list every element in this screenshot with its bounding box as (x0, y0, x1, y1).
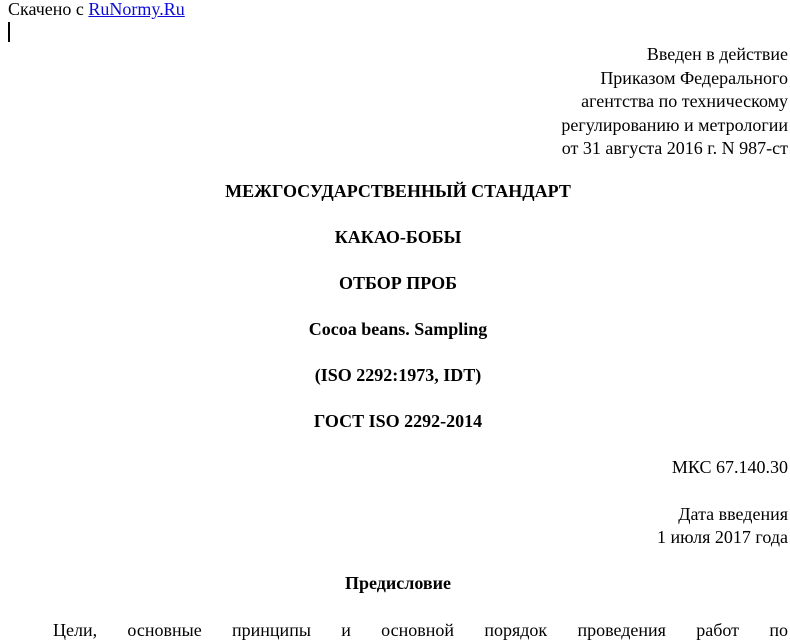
approval-block (561, 43, 788, 161)
text-cursor (8, 22, 10, 42)
gost-code-heading: ГОСТ ISO 2292-2014 (313, 411, 483, 431)
preface-first-line: Цели, основные принципы и основной порядок проведения работ по (53, 620, 788, 640)
effective-date-block (657, 503, 788, 549)
approval-line: регулированию и метрологии (561, 114, 788, 135)
title-ru-heading: КАКАО-БОБЫ (334, 227, 462, 247)
source-prefix: Скачено с (8, 0, 84, 19)
effective-date-label: Дата введения (678, 504, 788, 524)
approval-line: от 31 августа 2016 г. N 987-ст (561, 138, 788, 158)
subtitle-ru-heading: ОТБОР ПРОБ (338, 273, 458, 293)
standard-type-heading: МЕЖГОСУДАРСТВЕННЫЙ СТАНДАРТ (225, 181, 571, 201)
preface-heading: Предисловие (345, 573, 451, 593)
source-link[interactable]: RuNormy.Ru (88, 0, 185, 19)
source-line (8, 0, 185, 21)
iso-reference-heading: (ISO 2292:1973, IDT) (314, 365, 482, 385)
approval-line: агентства по техническому (581, 91, 788, 111)
approval-line: Приказом Федерального (600, 67, 788, 88)
mks-code: МКС 67.140.30 (671, 457, 788, 477)
approval-line: Введен в действие (646, 44, 788, 64)
title-en-heading: Cocoa beans. Sampling (308, 319, 488, 339)
effective-date-value: 1 июля 2017 года (657, 527, 788, 547)
